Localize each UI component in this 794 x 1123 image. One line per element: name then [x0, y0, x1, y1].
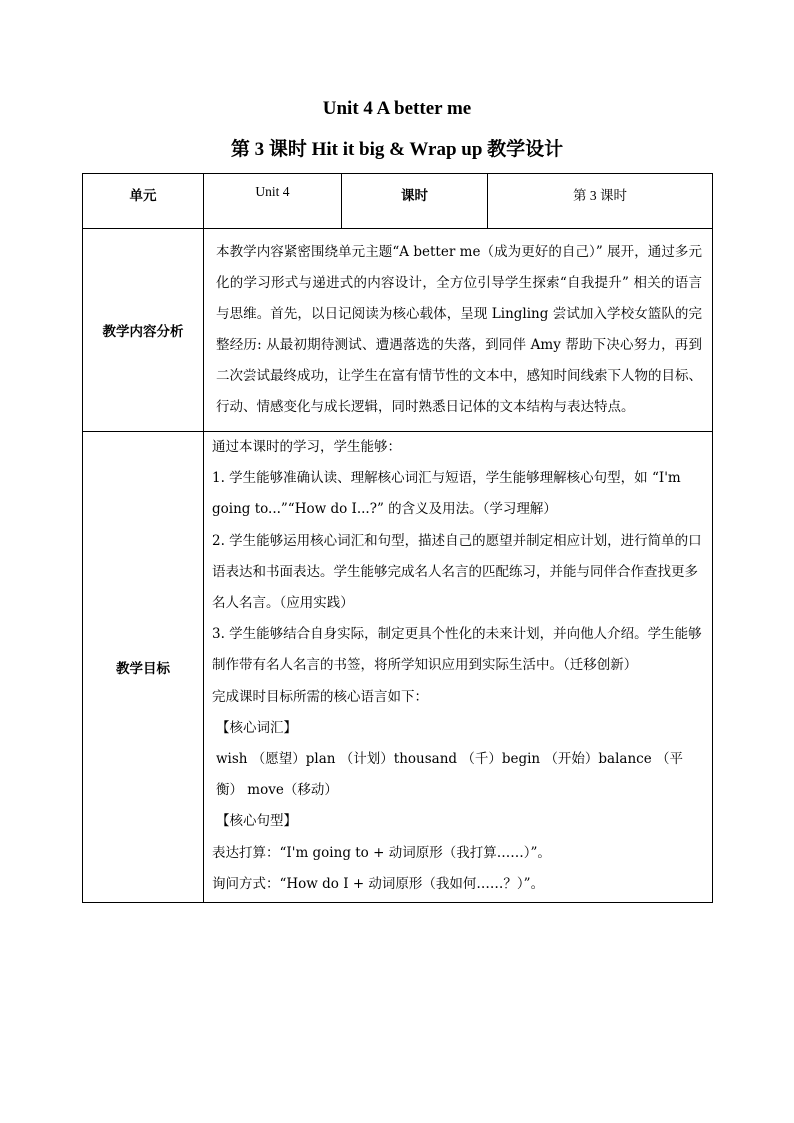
unit-row: [83, 174, 713, 229]
document-title: Unit 4 A better me: [322, 98, 472, 119]
core-vocab-heading: 【核心词汇】: [216, 719, 297, 736]
content-analysis-cell: [204, 229, 713, 432]
core-sentence-heading: 【核心句型】: [216, 813, 297, 830]
sentence-pattern-plan: 表达打算：“I'm going to + 动词原形（我打算……）”。: [212, 844, 551, 861]
content-analysis-text: 本教学内容紧密围绕单元主题“A better me（成为更好的自己）” 展开，通过多元化的学习形式与递进式的内容设计，全方位引导学生探索“自我提升” 相关的语言与思维。首先，以日记阅读为核心载体，呈现 Lingling 尝试加入学校女篮队的完整经历: 从最初期待测试、遭遇落选的失落，到同伴 Amy 帮助下决心努力，再到二次尝试最终成功，让学生在富有情节性的文本中，感知时间线索下人物的目标、行动、情感变化与成长逻辑，同时熟悉日记体的文本结构与表达特点。: [216, 244, 702, 415]
teaching-goals-label: 教学目标: [83, 432, 204, 903]
core-language-intro: 完成课时目标所需的核心语言如下：: [212, 688, 428, 705]
teaching-goals-row: [83, 432, 713, 903]
content-analysis-row: [83, 229, 713, 432]
unit-label: 单元: [83, 174, 204, 229]
goals-intro: 通过本课时的学习，学生能够：: [212, 439, 401, 455]
core-vocab-list: wish （愿望）plan （计划）thousand （千）begin （开始）balance （平衡） move（移动）: [216, 751, 683, 799]
goal-item-3: 3. 学生能够结合自身实际，制定更具个性化的未来计划，并向他人介绍。学生能够制作带有名人名言的书签，将所学知识应用到实际生活中。（迁移创新）: [212, 626, 702, 674]
lesson-plan-table: [82, 173, 713, 903]
unit-value: Unit 4: [204, 174, 342, 229]
content-analysis-label: 教学内容分析: [83, 229, 204, 432]
period-label: 课时: [342, 174, 488, 229]
document-subtitle: 第 3 课时 Hit it big & Wrap up 教学设计: [230, 139, 564, 160]
period-value: 第 3 课时: [488, 174, 713, 229]
sentence-pattern-ask: 询问方式：“How do I + 动词原形（我如何……？）”。: [212, 875, 545, 892]
goal-item-1: 1. 学生能够准确认读、理解核心词汇与短语，学生能够理解核心句型，如 “I'm going to...”“How do I...?” 的含义及用法。（学习理解）: [212, 470, 681, 518]
goal-item-2: 2. 学生能够运用核心词汇和句型，描述自己的愿望并制定相应计划，进行简单的口语表达和书面表达。学生能够完成名人名言的匹配练习，并能与同伴合作查找更多名人名言。（应用实践）: [212, 532, 702, 612]
teaching-goals-cell: [204, 432, 713, 903]
